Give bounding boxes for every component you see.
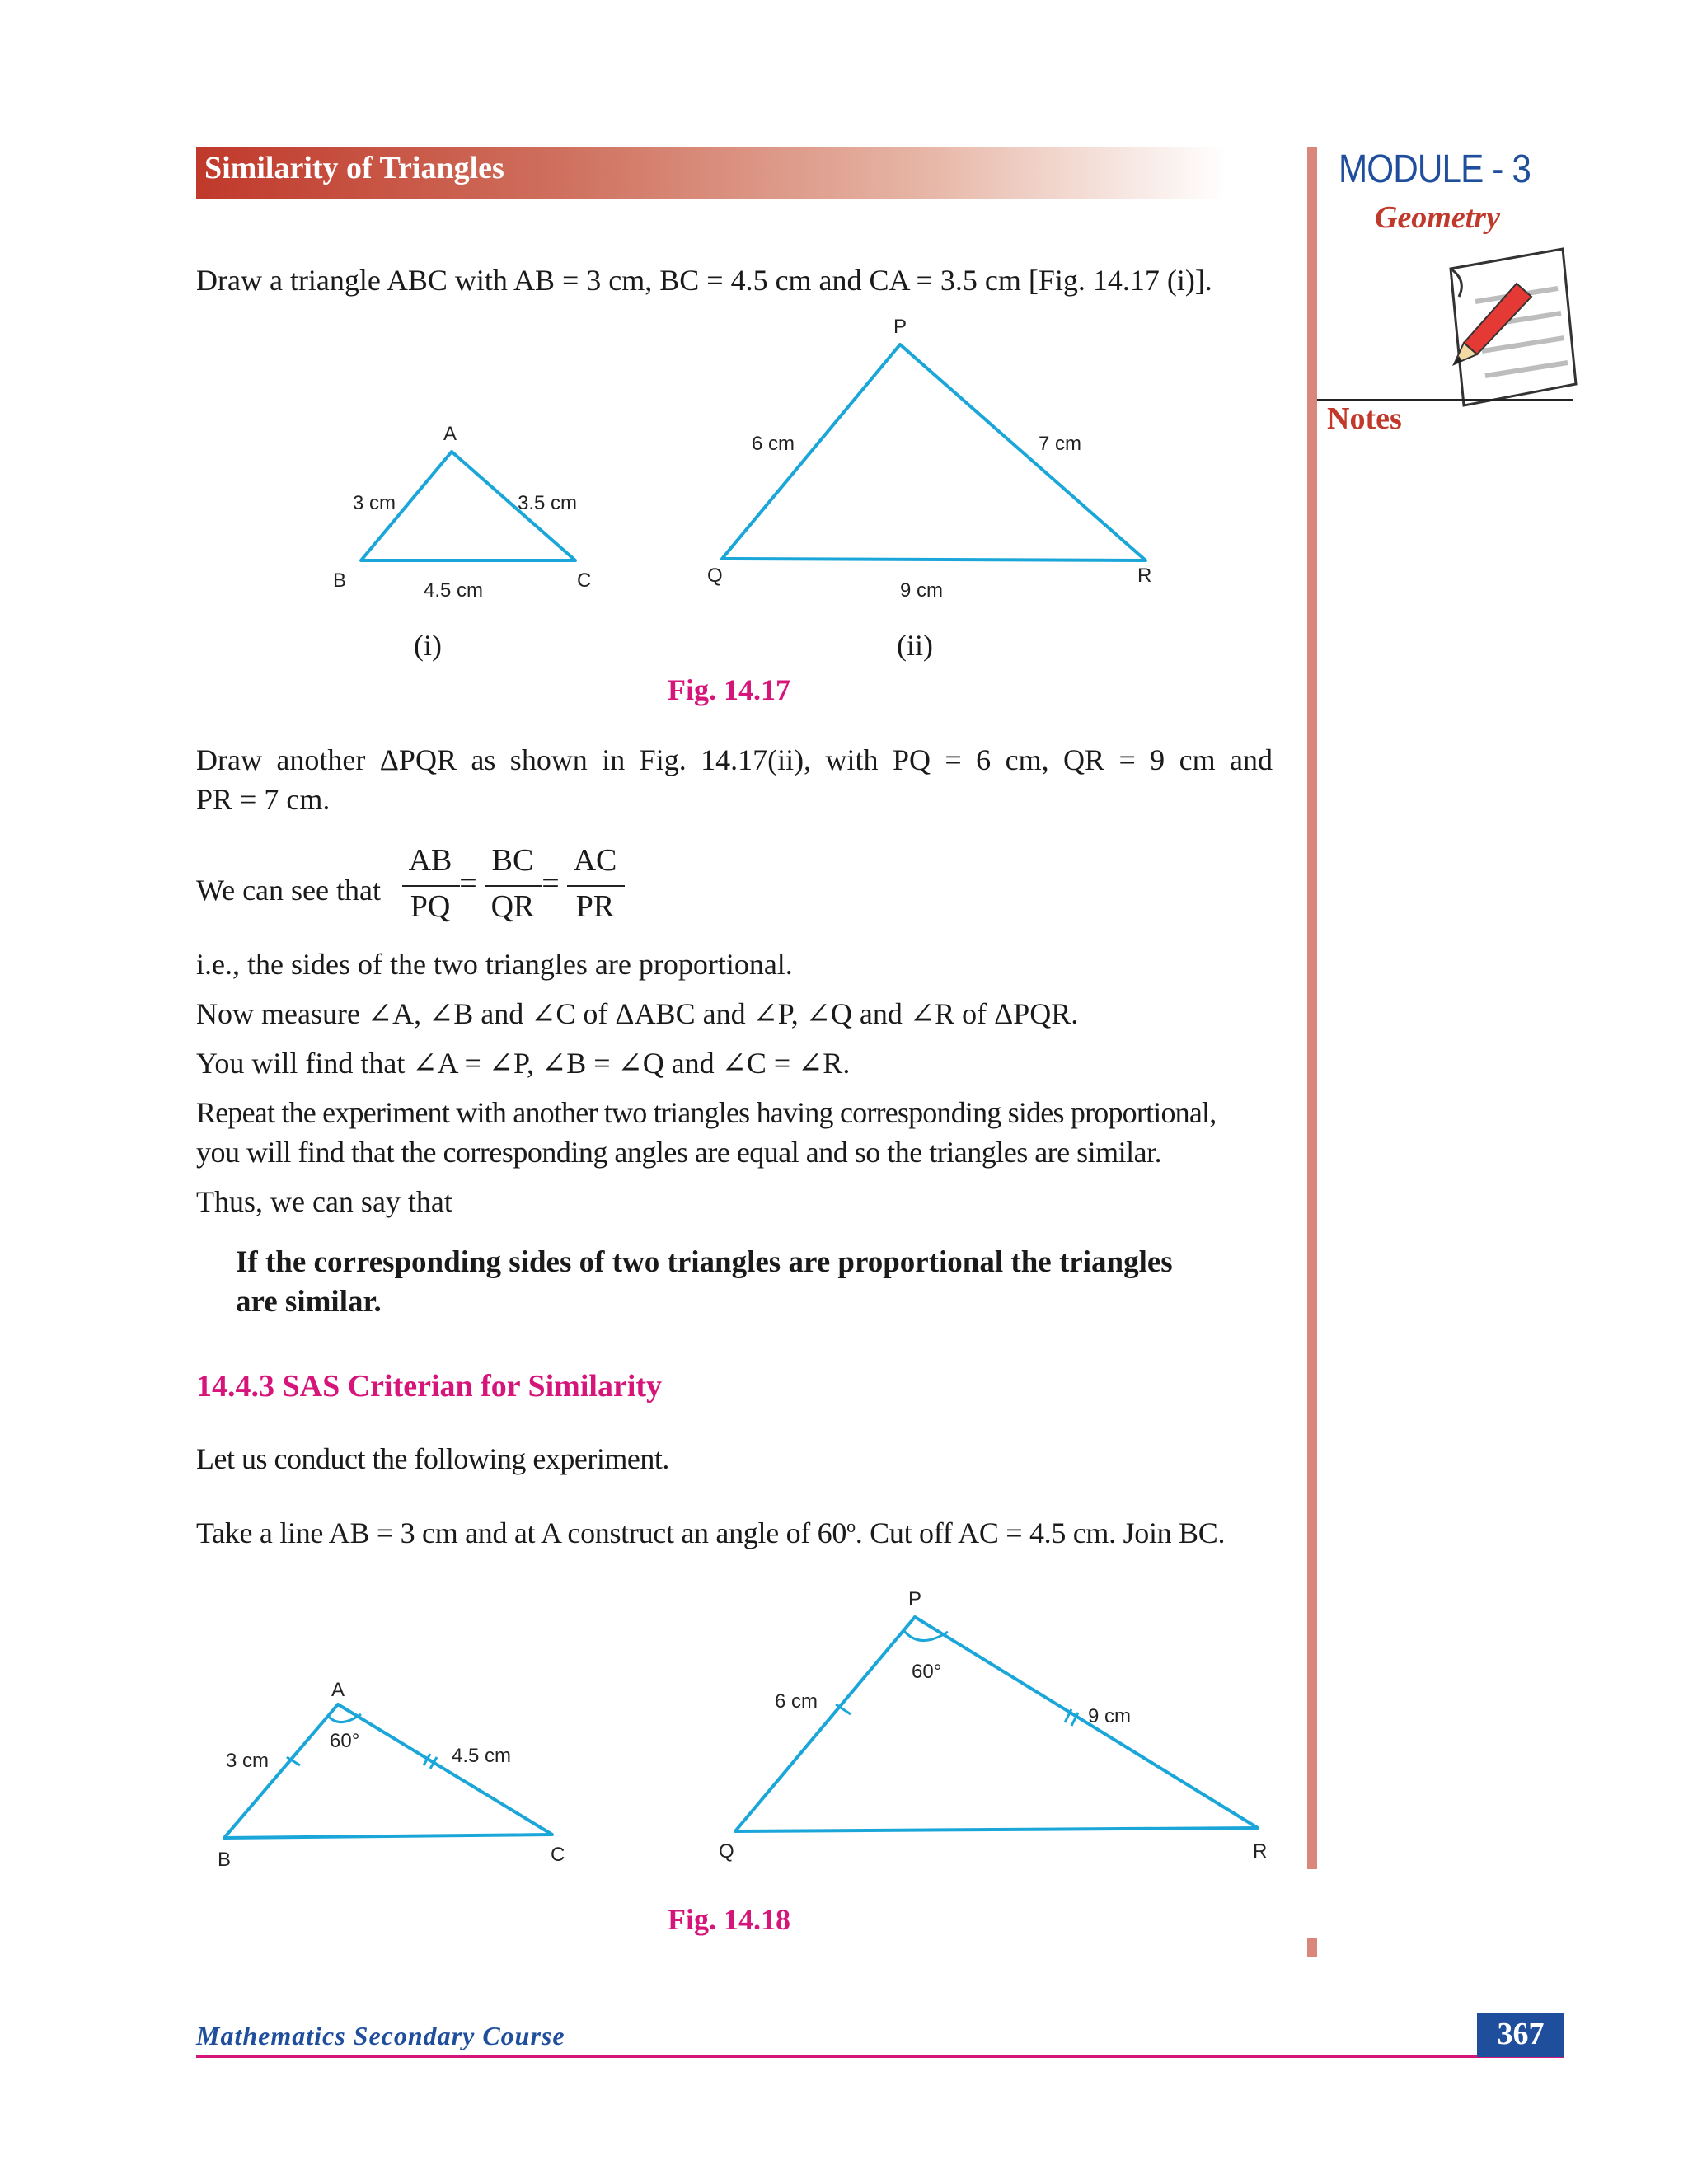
subfigure-label-ii: (ii) [897, 629, 933, 662]
fraction-denominator-pr: PR [575, 889, 615, 924]
paragraph-angles-equal: You will find that ∠A = ∠P, ∠B = ∠Q and ∠C = ∠R. [196, 1047, 851, 1080]
paragraph-proportional: i.e., the sides of the two triangles are proportional. [196, 948, 793, 981]
fraction-denominator-pq: PQ [410, 889, 451, 924]
footer-rule [196, 2055, 1564, 2058]
angle-label-p-sas: 60° [912, 1661, 942, 1683]
side-label-ab-sas: 3 cm [226, 1750, 270, 1772]
fraction-denominator-qr: QR [490, 889, 535, 924]
notes-label: Notes [1327, 401, 1402, 436]
module-subtitle: Geometry [1375, 200, 1500, 235]
fraction-numerator-bc: BC [491, 843, 534, 878]
figure-14-18 [206, 1582, 1294, 1879]
vertex-label-b-sas: B [218, 1849, 232, 1871]
section-heading-sas: 14.4.3 SAS Criterian for Similarity [196, 1369, 663, 1404]
notepad-pencil-icon [1418, 244, 1582, 417]
side-label-pr-sas: 9 cm [1088, 1705, 1132, 1727]
paragraph-repeat-line1: Repeat the experiment with another two triangles having corresponding sides proportional, [196, 1096, 1217, 1129]
paragraph-construct [196, 1507, 1276, 1553]
triangle-abc [333, 423, 591, 602]
paragraph-repeat-line2: you will find that the corresponding angles are equal and so the triangles are similar. [196, 1136, 1162, 1169]
degree-superscript: o [846, 1516, 856, 1536]
vertex-label-q-sas: Q [719, 1840, 734, 1863]
vertex-label-r-sas: R [1253, 1840, 1268, 1863]
construct-text-pre: Take a line AB = 3 cm and at A construct an angle of 60 [196, 1516, 847, 1549]
side-label-ac-sas: 4.5 cm [452, 1745, 512, 1767]
paragraph-draw-abc: Draw a triangle ABC with AB = 3 cm, BC = 4.5 cm and CA = 3.5 cm [Fig. 14.17 (i)]. [196, 264, 1212, 297]
paragraph-experiment: Let us conduct the following experiment. [196, 1442, 669, 1475]
paragraph-draw-pqr-line1: Draw another ΔPQR as shown in Fig. 14.17(ii), with PQ = 6 cm, QR = 9 cm and [196, 743, 1273, 776]
vertex-label-c: C [577, 569, 592, 592]
side-label-pq: 6 cm [752, 433, 795, 455]
side-label-qr: 9 cm [900, 579, 944, 602]
vertex-label-p-sas: P [908, 1588, 922, 1610]
vertex-label-p: P [893, 316, 907, 338]
subfigure-label-i: (i) [414, 629, 442, 662]
fraction-bar-3 [567, 885, 625, 887]
theorem-statement-line1: If the corresponding sides of two triangles are proportional the triangles [236, 1245, 1173, 1279]
theorem-statement-line2: are similar. [236, 1285, 382, 1319]
construct-text-post: . Cut off AC = 4.5 cm. Join BC. [855, 1516, 1226, 1549]
ratio-lead-text: We can see that [196, 874, 381, 907]
figure-14-17 [313, 307, 1187, 612]
paragraph-measure-angles: Now measure ∠A, ∠B and ∠C of ΔABC and ∠P, ∠Q and ∠R of ΔPQR. [196, 997, 1079, 1030]
vertex-label-a: A [443, 423, 457, 445]
paragraph-draw-pqr-line2: PR = 7 cm. [196, 783, 331, 816]
equals-sign-1: = [459, 866, 477, 901]
sidebar-rule-mark [1307, 1938, 1317, 1957]
page-number: 367 [1497, 2017, 1545, 2051]
figure-caption-14-18: Fig. 14.18 [668, 1903, 790, 1936]
footer-course-title: Mathematics Secondary Course [196, 2021, 565, 2050]
side-label-ac: 3.5 cm [518, 492, 578, 514]
sidebar-rule [1307, 147, 1317, 1869]
fraction-numerator-ab: AB [408, 843, 452, 878]
vertex-label-c-sas: C [551, 1844, 565, 1866]
side-label-ab: 3 cm [353, 492, 396, 514]
vertex-label-r: R [1137, 565, 1152, 587]
triangle-abc-sas [218, 1679, 565, 1871]
side-label-pr: 7 cm [1039, 433, 1082, 455]
vertex-label-q: Q [707, 565, 723, 587]
vertex-label-b: B [333, 569, 347, 592]
triangle-pqr-sas [719, 1588, 1267, 1863]
module-title: MODULE - 3 [1339, 148, 1531, 191]
chapter-title: Similarity of Triangles [204, 151, 504, 185]
fraction-numerator-ac: AC [573, 843, 617, 878]
figure-caption-14-17: Fig. 14.17 [668, 673, 790, 706]
equals-sign-2: = [542, 866, 560, 901]
side-label-bc: 4.5 cm [424, 579, 484, 602]
vertex-label-a-sas: A [331, 1679, 345, 1701]
angle-label-a-sas: 60° [330, 1730, 360, 1752]
paragraph-thus: Thus, we can say that [196, 1185, 452, 1218]
triangle-pqr [707, 316, 1151, 602]
side-label-pq-sas: 6 cm [775, 1690, 818, 1713]
